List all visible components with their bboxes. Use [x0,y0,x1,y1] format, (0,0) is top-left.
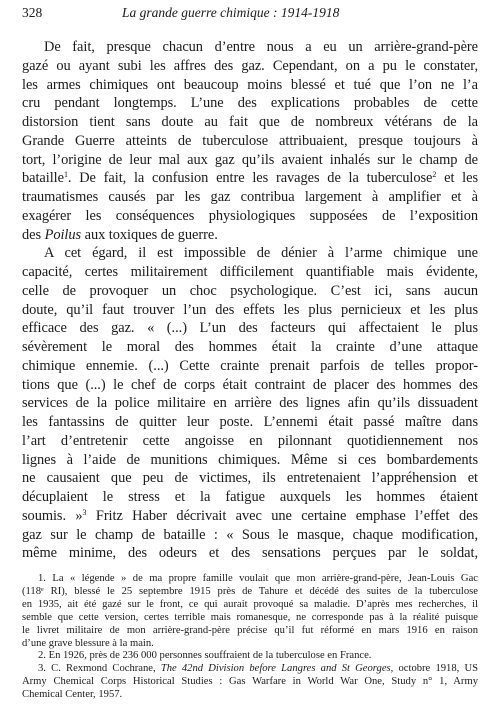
footnote-1 [22,573,478,650]
footnote-line [22,663,478,676]
italic-term: Poilus [44,226,82,243]
text-line: chimique ennemie. (...) Cette crainte prenait parfois de telles propor- [22,357,478,374]
text-line: A cet égard, il est impossible de dénier à l’arme chimique une [44,245,478,262]
text-line: tort, l’origine de leur mal aux gaz qu’ils avaient inhalés sur le champ de [22,151,478,168]
footnote-line: d’une grave blessure à la main. [22,637,154,649]
paragraph-1 [22,38,478,244]
text-line: services de la police militaire en arrière des lignes afin qu’ils dissuadent [22,395,478,412]
text-segment: aux toxiques de guerre. [81,226,218,243]
italic-title: The 42nd Division before Langres and St Georges [160,663,391,675]
text-line: l’art d’entretenir cette angoisse en pilonnant quotidiennement nos [22,432,478,449]
text-line: capacité, certes militairement difficilement quantifiable mais évidente, [22,264,478,280]
footnotes [22,573,478,702]
text-line: celle de provoquer un choc psychologique. C’est ici, sans aucun [22,282,478,299]
footnote-line: 2. En 1926, près de 236 000 personnes souffraient de la tuberculose en France. [38,650,372,662]
text-line: gazé ou ayant subi les affres des gaz. Cependant, on a pu le constater, [22,57,478,74]
text-line: efficace des gaz. « (...) L’un des facteurs qui affectaient le plus [22,320,478,337]
text-line: Grande Guerre atteints de tuberculose attribuaient, presque toujours à [22,132,478,149]
text-line [22,507,478,526]
page-header [22,5,476,25]
text-segment: . De fait, la confusion entre les ravages de la tuberculose [67,170,433,187]
text-line: même minime, des odeurs et des sensations perçues par le soldat, [22,545,478,562]
text-line: tions que (...) le chef de corps était contraint de placer des hommes des [22,376,478,393]
text-line: les armes chimiques ont beaucoup moins blessé et tué que l’on ne l’a [22,76,478,93]
footnote-line: semble que cette version, certes terrible mais romanesque, ne corresponde pas à la réalité puisque [22,611,478,623]
text-line: doute, qu’il faut trouver l’un des effets les plus pernicieux et les plus [22,301,478,318]
text-line: ne causaient que peu de victimes, ils entretenaient l’appréhension et [22,470,478,487]
footnote-line: Army Chemical Corps Historical Studies : Gas Warfare in World War One, Study n° 1, Army [22,676,478,688]
text-line: De fait, presque chacun d’entre nous a eu un arrière-grand-père [44,39,478,55]
text-line: les fantassins de quitter leur poste. L’ennemi était passé maître dans [22,414,478,430]
text-line: cru pendant longtemps. L’une des explications probables de cette [22,95,478,112]
text-segment: et les [436,170,478,187]
text-line [22,226,478,245]
text-line: traumatismes causés par les gaz contribua largement à amplifier et à [22,189,478,205]
text-segment: 3. C. Rexmond Cochrane, [38,663,161,675]
paragraph-2 [22,244,478,563]
footnote-line: le livret militaire de mon arrière-grand-père précise qu’il fut réformé en mars 1916 en raison [22,624,478,636]
text-line: distorsion tient sans doute au fait que de nombreux vétérans de la [22,114,478,130]
text-segment: , octobre 1918, US [390,663,478,675]
footnote-ref-2: 2 [432,170,437,180]
footnote-line: Chemical Center, 1957. [22,689,123,701]
footnote-line: en 1935, ait été gazé sur le front, ce qui aurait provoqué sa maladie. D’après mes recherches, il [22,598,478,610]
footnote-ref-3: 3 [82,507,87,517]
text-line: lignes à l’aide de munitions chimiques. Même si ces bombardements [22,451,478,468]
text-segment: soumis. » [22,507,83,524]
text-line: gaz sur le champ de bataille : « Sous le masque, chaque modification, [22,526,478,543]
text-segment: Fritz Haber décrivait avec une certaine emphase l’effet des [86,507,478,524]
page-number: 328 [22,5,43,20]
body-text [22,38,478,563]
footnote-3 [22,663,478,702]
text-line [22,169,478,188]
text-segment: bataille [22,170,64,187]
footnote-line: 1. La « légende » de ma propre famille voulait que mon arrière-grand-père, Jean-Louis Gac [38,573,478,584]
text-line: décuplaient le stress et la fatigue auxquels les hommes étaient [22,489,478,505]
text-line: sévèrement le moral des hommes était la crainte d’une attaque [22,339,478,355]
text-segment: des [22,226,45,243]
footnote-2 [22,650,478,663]
text-line: exagérer les conséquences physiologiques supposées de l’exposition [22,207,478,224]
footnote-ref-1: 1 [63,170,68,180]
footnote-line: (118ᵉ RI), blessé le 25 septembre 1915 près de Tahure et décédé des suites de la tuberculose [22,585,478,597]
running-head: La grande guerre chimique : 1914-1918 [122,5,340,20]
